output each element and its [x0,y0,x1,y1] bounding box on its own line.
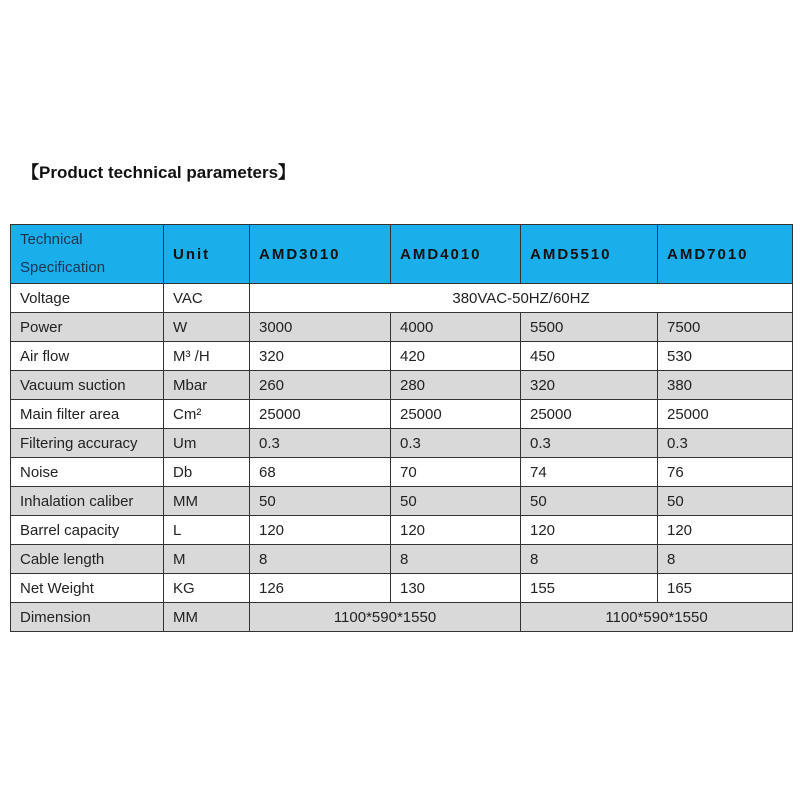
row-value: 8 [521,545,658,574]
header-model: AMD4010 [391,225,521,284]
header-model: AMD3010 [250,225,391,284]
table-row [11,603,793,632]
row-value: 76 [658,458,793,487]
table-row [11,574,793,603]
row-value: 25000 [250,400,391,429]
row-value: 7500 [658,313,793,342]
row-value: 155 [521,574,658,603]
row-label: Dimension [11,603,164,632]
table-row [11,429,793,458]
row-label: Voltage [11,284,164,313]
row-label: Noise [11,458,164,487]
row-unit: L [164,516,250,545]
row-unit: M [164,545,250,574]
row-value: 1100*590*1550 [521,603,793,632]
row-value: 530 [658,342,793,371]
header-spec: Technical Specification [11,225,164,284]
row-value: 380VAC-50HZ/60HZ [250,284,793,313]
row-unit: Cm² [164,400,250,429]
row-value: 120 [250,516,391,545]
row-value: 130 [391,574,521,603]
row-unit: Db [164,458,250,487]
header-model: AMD7010 [658,225,793,284]
row-value: 1100*590*1550 [250,603,521,632]
row-value: 50 [521,487,658,516]
row-label: Barrel capacity [11,516,164,545]
section-title: 【Product technical parameters】 [22,163,296,182]
row-value: 120 [658,516,793,545]
row-value: 70 [391,458,521,487]
row-value: 50 [658,487,793,516]
table-row [11,458,793,487]
row-value: 25000 [391,400,521,429]
row-value: 280 [391,371,521,400]
header-unit: Unit [164,225,250,284]
row-value: 120 [521,516,658,545]
table-row [11,516,793,545]
row-value: 320 [521,371,658,400]
row-value: 8 [250,545,391,574]
row-label: Cable length [11,545,164,574]
row-value: 3000 [250,313,391,342]
row-unit: Mbar [164,371,250,400]
row-label: Air flow [11,342,164,371]
row-value: 0.3 [250,429,391,458]
row-label: Power [11,313,164,342]
row-value: 8 [391,545,521,574]
row-label: Vacuum suction [11,371,164,400]
row-value: 0.3 [521,429,658,458]
row-value: 450 [521,342,658,371]
table-header-row [11,225,793,284]
row-value: 74 [521,458,658,487]
row-value: 126 [250,574,391,603]
row-value: 165 [658,574,793,603]
row-unit: W [164,313,250,342]
table-row [11,342,793,371]
row-value: 380 [658,371,793,400]
row-value: 0.3 [658,429,793,458]
row-value: 0.3 [391,429,521,458]
row-value: 50 [250,487,391,516]
row-value: 260 [250,371,391,400]
row-value: 420 [391,342,521,371]
row-unit: KG [164,574,250,603]
table-row [11,371,793,400]
row-value: 5500 [521,313,658,342]
row-unit: M³ /H [164,342,250,371]
row-value: 50 [391,487,521,516]
row-unit: MM [164,487,250,516]
table-row [11,487,793,516]
row-unit: Um [164,429,250,458]
row-value: 120 [391,516,521,545]
row-label: Filtering accuracy [11,429,164,458]
table-row [11,313,793,342]
row-value: 25000 [521,400,658,429]
table-row [11,545,793,574]
row-value: 8 [658,545,793,574]
spec-table [10,224,793,632]
row-label: Main filter area [11,400,164,429]
row-value: 68 [250,458,391,487]
row-value: 320 [250,342,391,371]
row-value: 25000 [658,400,793,429]
table-row [11,284,793,313]
table-row [11,400,793,429]
row-label: Net Weight [11,574,164,603]
row-unit: VAC [164,284,250,313]
header-model: AMD5510 [521,225,658,284]
row-unit: MM [164,603,250,632]
row-value: 4000 [391,313,521,342]
row-label: Inhalation caliber [11,487,164,516]
